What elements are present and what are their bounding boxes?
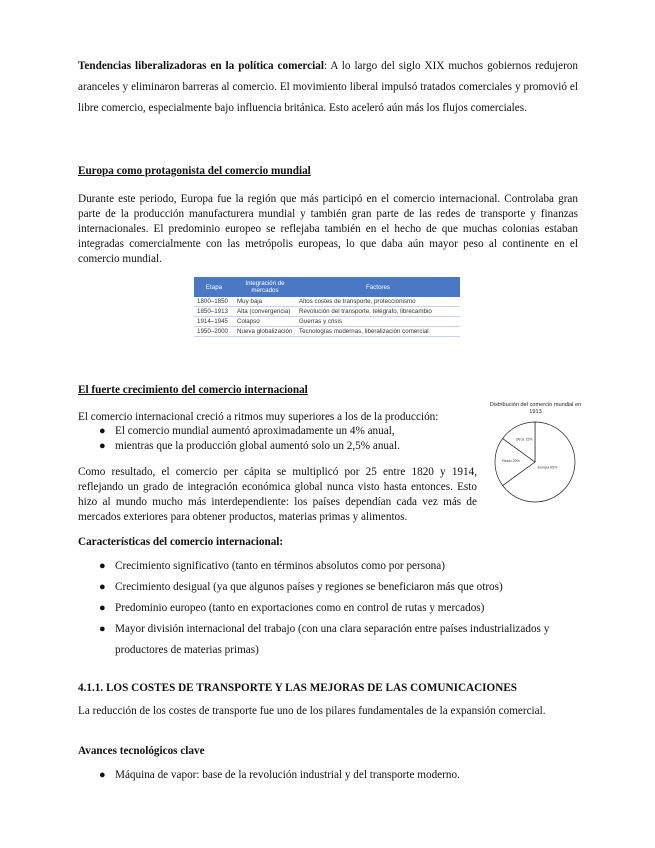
section-411-heading: 4.1.1. LOS COSTES DE TRANSPORTE Y LAS MEJORAS DE LAS COMUNICACIONES bbox=[78, 682, 518, 694]
section-411-text: La reducción de los costes de transporte fue uno de los pilares fundamentales de la expansión comercial. bbox=[78, 705, 546, 717]
table-cell: Altos costes de transporte, proteccionismo bbox=[296, 297, 460, 307]
crecimiento-list bbox=[78, 424, 478, 454]
integration-table bbox=[194, 277, 460, 337]
table-row bbox=[194, 317, 460, 327]
list-item: ● Predominio europeo (tanto en exportaciones como en control de rutas y mercados) bbox=[78, 598, 578, 619]
pie-svg bbox=[488, 418, 583, 508]
table-cell: Nueva globalización bbox=[234, 327, 296, 337]
table-row bbox=[194, 297, 460, 307]
caracteristicas-list bbox=[78, 556, 578, 661]
table-header-etapa: Etapa bbox=[194, 277, 234, 297]
table-row bbox=[194, 307, 460, 317]
intro-lead: Tendencias liberalizadoras en la política comercial bbox=[78, 60, 324, 72]
avances-list bbox=[78, 768, 578, 783]
table-row bbox=[194, 327, 460, 337]
intro-text: : A lo largo del siglo XIX muchos gobiernos redujeron aranceles y eliminaron barreras al comercio. El movimiento liberal impulsó tratados comerciales y promovió el libre comercio, especialmente bajo influencia británica. Esto aceleró aún más los flujos comerciales. bbox=[78, 60, 578, 114]
table-cell: Colapso bbox=[234, 317, 296, 327]
pie-label-resto: Resto 20% bbox=[502, 459, 520, 463]
table-cell: Guerras y crisis bbox=[296, 317, 460, 327]
bullet-icon: ● bbox=[99, 602, 106, 614]
bullet-icon: ● bbox=[99, 560, 106, 572]
table-cell: Muy baja bbox=[234, 297, 296, 307]
table-cell: Tecnologías modernas, liberalización comercial bbox=[296, 327, 460, 337]
list-item: ● El comercio mundial aumentó aproximadamente un 4% anual, bbox=[99, 425, 395, 437]
list-item: ● Crecimiento desigual (ya que algunos países y regiones se beneficiaron más que otros) bbox=[78, 577, 578, 598]
list-item: ● Mayor división internacional del trabajo (con una clara separación entre países industrializados y productores de materias primas) bbox=[78, 619, 578, 661]
pie-label-europa: Europa 65% bbox=[537, 465, 558, 470]
intro-paragraph bbox=[78, 56, 578, 119]
list-item: ● mientras que la producción global aumentó solo un 2,5% anual. bbox=[99, 440, 400, 452]
list-item: ● Máquina de vapor: base de la revolución industrial y del transporte moderno. bbox=[99, 769, 460, 781]
bullet-icon: ● bbox=[99, 623, 106, 635]
table-cell: 1914–1945 bbox=[194, 317, 234, 327]
table-cell: Revolución del transporte, telégrafo, librecambio bbox=[296, 307, 460, 317]
crecimiento-heading: El fuerte crecimiento del comercio internacional bbox=[78, 384, 308, 396]
bullet-icon: ● bbox=[99, 425, 106, 437]
crecimiento-intro: El comercio internacional creció a ritmos muy superiores a los de la producción: bbox=[78, 411, 439, 423]
table-header-row bbox=[194, 277, 460, 297]
table-header-integracion: Integración de mercados bbox=[234, 277, 296, 297]
caracteristicas-heading: Características del comercio internacional: bbox=[78, 536, 284, 548]
avances-heading: Avances tecnológicos clave bbox=[78, 745, 205, 757]
table-cell: 1800–1850 bbox=[194, 297, 234, 307]
table-cell: Alta (convergencia) bbox=[234, 307, 296, 317]
bullet-icon: ● bbox=[99, 769, 106, 781]
pie-title: Distribución del comercio mundial en 1913 bbox=[489, 402, 582, 415]
bullet-icon: ● bbox=[99, 581, 106, 593]
crecimiento-result: Como resultado, el comercio per cápita se multiplicó por 25 entre 1820 y 1914, reflejando un grado de integración económica global nunca visto hasta entonces. Esto hizo al mundo mucho más interdependiente: los países dependían cada vez más de mercados exteriores para obtener productos, materias primas y alimentos. bbox=[78, 466, 477, 523]
list-item: ● Crecimiento significativo (tanto en términos absolutos como por persona) bbox=[78, 556, 578, 577]
table-header-factores: Factores bbox=[296, 277, 460, 297]
europa-heading: Europa como protagonista del comercio mundial bbox=[78, 165, 311, 177]
pie-chart bbox=[488, 400, 583, 515]
table-cell: 1950–2000 bbox=[194, 327, 234, 337]
europa-paragraph: Durante este periodo, Europa fue la región que más participó en el comercio internacional. Controlaba gran parte de la producción manufacturera mundial y también gran parte de las redes de transporte y finanzas internacionales. El predominio europeo se reflejaba también en el hecho de que muchas colonias estaban integradas comercialmente con las metrópolis europeas, lo que daba aún mayor peso al continente en el comercio mundial. bbox=[78, 193, 578, 265]
pie-label-otros: Otros 15% bbox=[515, 437, 533, 442]
bullet-icon: ● bbox=[99, 440, 106, 452]
table-cell: 1850–1913 bbox=[194, 307, 234, 317]
